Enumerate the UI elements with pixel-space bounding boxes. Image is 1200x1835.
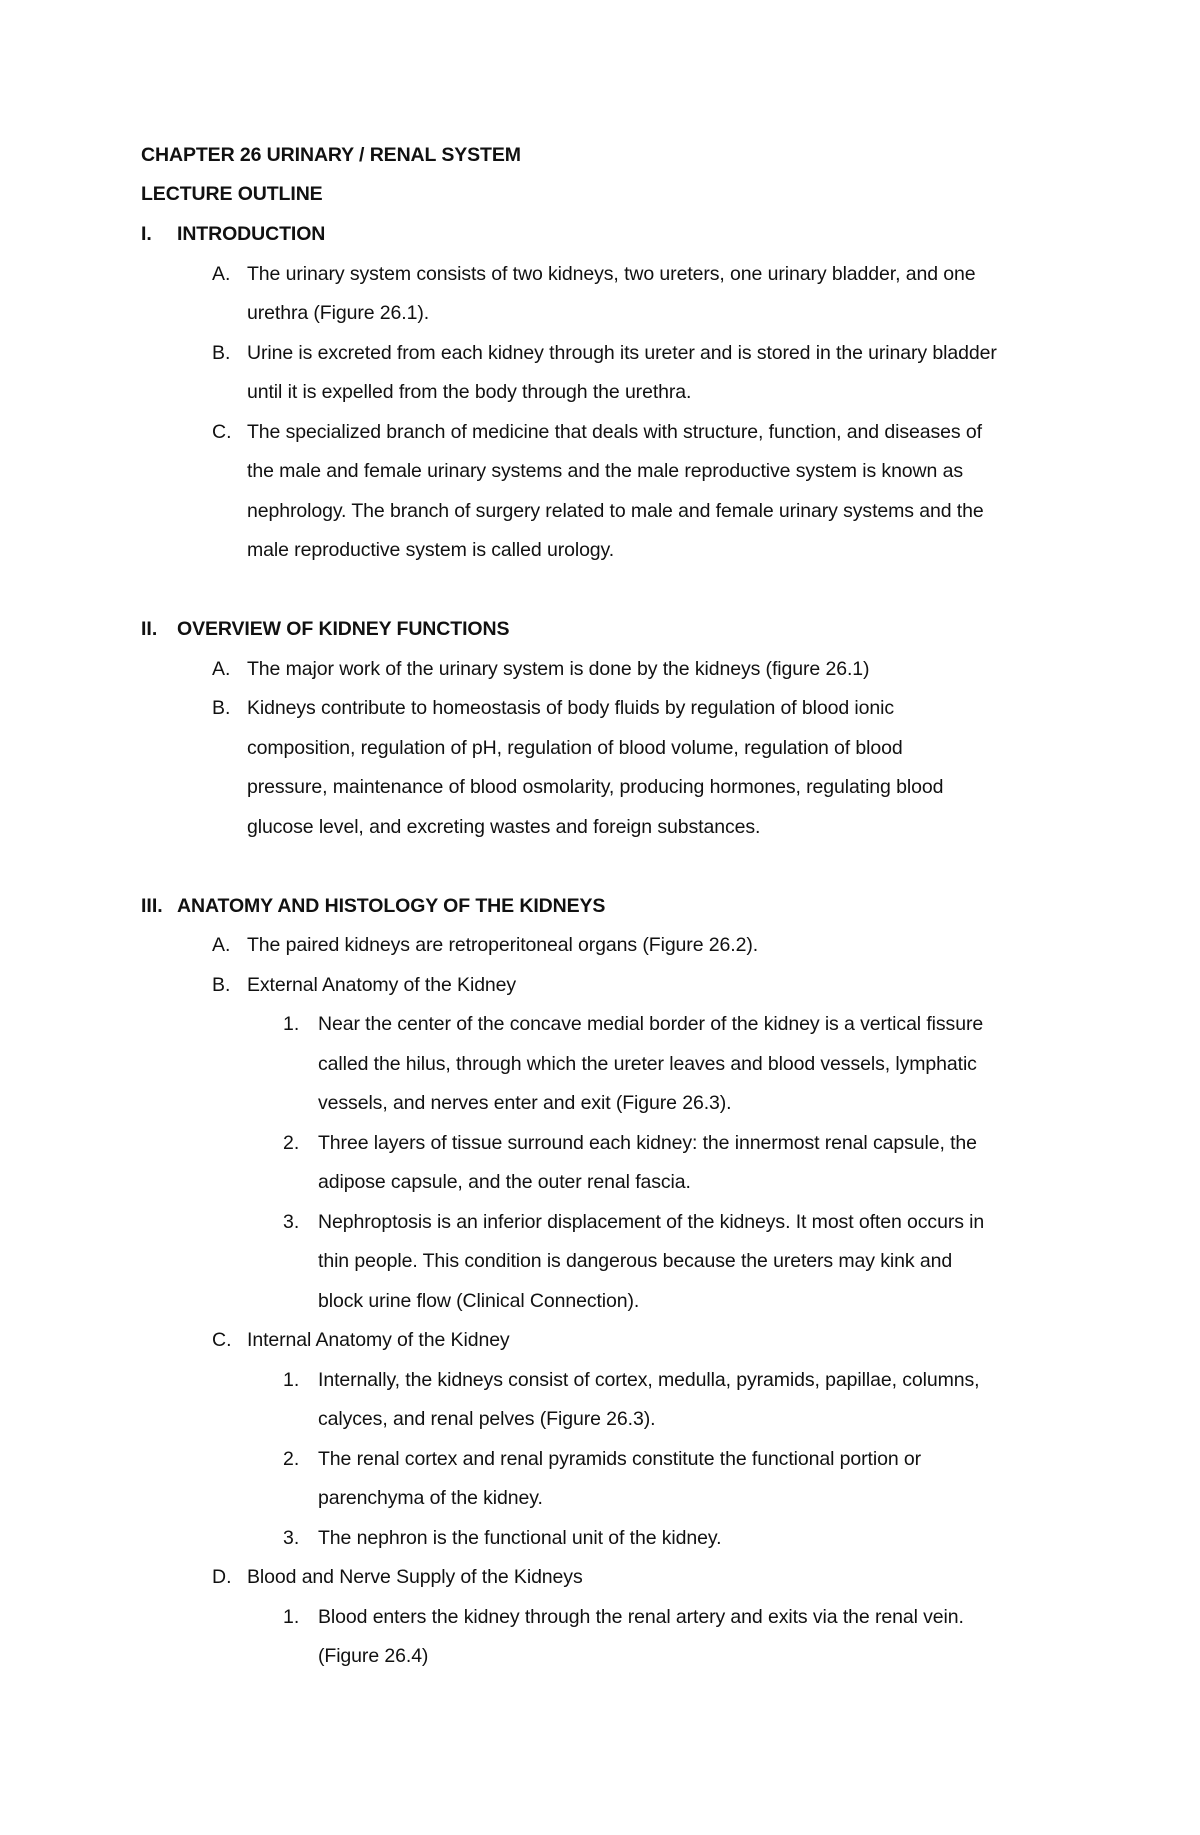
- sublist-marker: 2.: [283, 1448, 300, 1470]
- list-marker: B.: [212, 974, 231, 996]
- sublist-item-line: vessels, and nerves enter and exit (Figure 26.3).: [318, 1092, 732, 1114]
- sublist-item-line: called the hilus, through which the ureter leaves and blood vessels, lymphatic: [318, 1053, 977, 1075]
- list-item-line: The paired kidneys are retroperitoneal organs (Figure 26.2).: [247, 934, 759, 956]
- sublist-item-line: (Figure 26.4): [318, 1645, 429, 1667]
- list-marker: C.: [212, 421, 232, 443]
- sublist-item-line: block urine flow (Clinical Connection).: [318, 1290, 640, 1312]
- section-marker: II.: [141, 618, 158, 640]
- list-item-line: until it is expelled from the body through the urethra.: [247, 381, 692, 403]
- document-subtitle: LECTURE OUTLINE: [141, 183, 323, 205]
- list-item-line: External Anatomy of the Kidney: [247, 974, 517, 996]
- list-item-line: male reproductive system is called urology.: [247, 539, 615, 561]
- sublist-item-line: The renal cortex and renal pyramids constitute the functional portion or: [318, 1448, 922, 1470]
- list-item-line: nephrology. The branch of surgery related to male and female urinary systems and the: [247, 500, 984, 522]
- list-item-line: The major work of the urinary system is done by the kidneys (figure 26.1): [247, 658, 870, 680]
- list-item-line: Internal Anatomy of the Kidney: [247, 1329, 510, 1351]
- sublist-marker: 3.: [283, 1527, 300, 1549]
- list-item-line: composition, regulation of pH, regulation of blood volume, regulation of blood: [247, 737, 903, 759]
- sublist-marker: 2.: [283, 1132, 300, 1154]
- list-marker: A.: [212, 934, 231, 956]
- list-marker: B.: [212, 697, 231, 719]
- list-marker: C.: [212, 1329, 232, 1351]
- list-item-line: The specialized branch of medicine that deals with structure, function, and diseases of: [247, 421, 982, 443]
- section-heading: INTRODUCTION: [177, 223, 326, 245]
- section-heading: ANATOMY AND HISTOLOGY OF THE KIDNEYS: [177, 895, 606, 917]
- list-marker: A.: [212, 658, 231, 680]
- sublist-item-line: thin people. This condition is dangerous because the ureters may kink and: [318, 1250, 953, 1272]
- list-item-line: The urinary system consists of two kidneys, two ureters, one urinary bladder, and one: [247, 263, 976, 285]
- section-marker: I.: [141, 223, 152, 245]
- list-item-line: Kidneys contribute to homeostasis of body fluids by regulation of blood ionic: [247, 697, 895, 719]
- sublist-item-line: Three layers of tissue surround each kidney: the innermost renal capsule, the: [318, 1132, 977, 1154]
- sublist-marker: 1.: [283, 1013, 300, 1035]
- sublist-marker: 1.: [283, 1369, 300, 1391]
- list-item-line: Blood and Nerve Supply of the Kidneys: [247, 1566, 583, 1588]
- section-heading: OVERVIEW OF KIDNEY FUNCTIONS: [177, 618, 510, 640]
- list-marker: B.: [212, 342, 231, 364]
- sublist-item-line: Internally, the kidneys consist of cortex, medulla, pyramids, papillae, columns,: [318, 1369, 980, 1391]
- list-item-line: pressure, maintenance of blood osmolarity, producing hormones, regulating blood: [247, 776, 944, 798]
- sublist-marker: 3.: [283, 1211, 300, 1233]
- list-marker: D.: [212, 1566, 232, 1588]
- list-item-line: Urine is excreted from each kidney through its ureter and is stored in the urinary bladder: [247, 342, 997, 364]
- list-marker: A.: [212, 263, 231, 285]
- list-item-line: glucose level, and excreting wastes and foreign substances.: [247, 816, 761, 838]
- sublist-item-line: Nephroptosis is an inferior displacement of the kidneys. It most often occurs in: [318, 1211, 985, 1233]
- list-item-line: urethra (Figure 26.1).: [247, 302, 430, 324]
- sublist-item-line: calyces, and renal pelves (Figure 26.3).: [318, 1408, 656, 1430]
- sublist-item-line: The nephron is the functional unit of the kidney.: [318, 1527, 722, 1549]
- sublist-item-line: parenchyma of the kidney.: [318, 1487, 543, 1509]
- sublist-item-line: Near the center of the concave medial border of the kidney is a vertical fissure: [318, 1013, 984, 1035]
- sublist-marker: 1.: [283, 1606, 300, 1628]
- section-marker: III.: [141, 895, 163, 917]
- list-item-line: the male and female urinary systems and the male reproductive system is known as: [247, 460, 963, 482]
- sublist-item-line: Blood enters the kidney through the renal artery and exits via the renal vein.: [318, 1606, 964, 1628]
- document-title: CHAPTER 26 URINARY / RENAL SYSTEM: [141, 144, 521, 166]
- sublist-item-line: adipose capsule, and the outer renal fascia.: [318, 1171, 691, 1193]
